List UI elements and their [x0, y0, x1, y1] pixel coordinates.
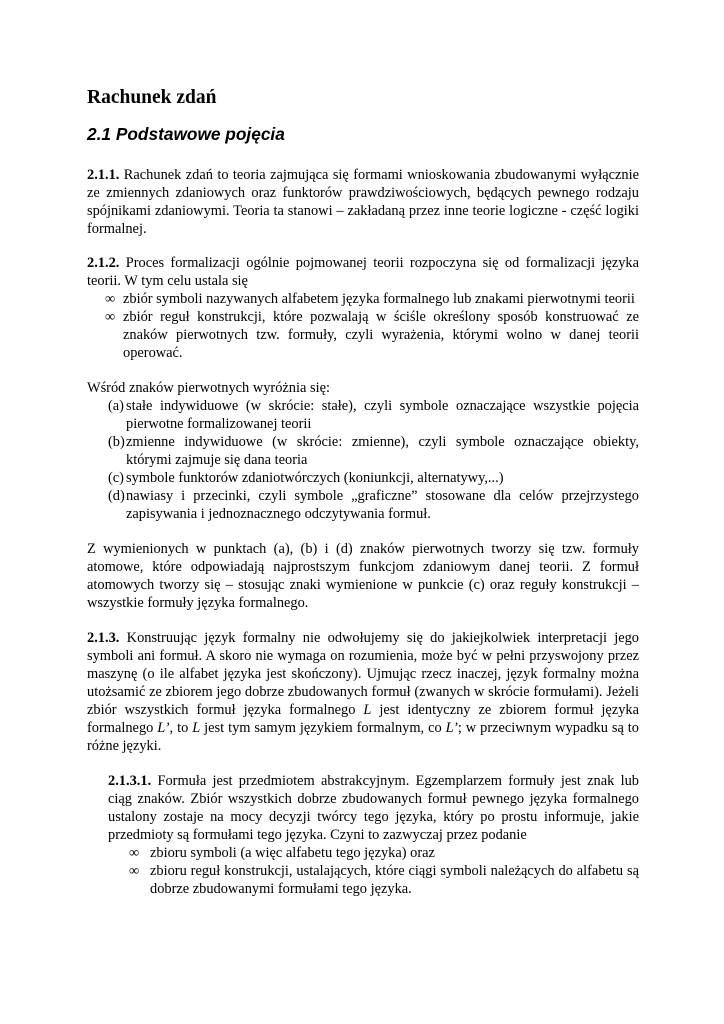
list-item-text: zbioru symboli (a więc alfabetu tego języka) oraz — [150, 845, 435, 861]
list-item — [87, 308, 639, 362]
paragraph-number: 2.1.1. — [87, 167, 120, 183]
list-item-text: zbiór symboli nazywanych alfabetem języka formalnego lub znakami pierwotnymi teorii — [123, 291, 635, 307]
list-item-text: stałe indywiduowe (w skrócie: stałe), czyli symbole oznaczające wszystkie pojęcia pierwotne formalizowanej teorii — [126, 398, 639, 432]
list-item — [87, 433, 639, 469]
list-item-text: zbiór reguł konstrukcji, które pozwalają w ściśle określony sposób konstruować ze znaków pierwotnych tzw. formuły, czyli wyrażenia, którymi wolno w danej teorii operować. — [123, 309, 639, 361]
math-symbol: L — [192, 720, 201, 736]
paragraph-2-1-2 — [87, 254, 639, 290]
list-marker: (c) — [108, 470, 124, 486]
list-marker: (d) — [108, 488, 125, 504]
paragraph-text: Konstruując język formalny nie odwołujemy się do jakiejkolwiek interpretacji jego symboli ani formuł. A skoro nie wymaga on rozumienia, może być w pełni przyswojony przez maszynę (o ile alfabet języka jest skończony). Ujmując rzecz inaczej, język formalny można utożsamić ze zbiorem jego dobrze zbudowanych formuł (zwanych w skrócie formułami). Jeżeli zbiór wszystkich formuł języka formalnego — [87, 630, 639, 718]
infinity-bullet-icon: ∞ — [129, 845, 140, 861]
paragraph-text: , to — [169, 720, 193, 736]
section-heading: 2.1 Podstawowe pojęcia — [87, 124, 285, 144]
document-content — [87, 86, 639, 898]
paragraph-number: 2.1.3. — [87, 630, 120, 646]
paragraph-2-1-3 — [87, 629, 639, 755]
list-item — [87, 844, 639, 862]
list-item — [87, 469, 639, 487]
math-symbol: L — [363, 702, 372, 718]
paragraph-text: jest identyczny ze zbiorem formuł języka formalnego — [87, 702, 639, 736]
paragraph-text: Rachunek zdań to teoria zajmująca się formami wnioskowania zbudowanymi wyłącznie ze zmiennych zdaniowych oraz funktorów prawdziwościowych, będących pewnego rodzaju spójnikami zdaniowymi. Teoria ta stanowi – zakładaną przez inne teorie logiczne - część logiki formalnej. — [87, 167, 639, 237]
formula-definition-list — [87, 844, 639, 898]
list-item-text: nawiasy i przecinki, czyli symbole „graficzne” stosowane dla celów przejrzystego zapisywania i jednoznacznego odczytywania formuł. — [126, 488, 639, 522]
math-symbol: L’ — [157, 720, 170, 736]
list-item — [87, 397, 639, 433]
paragraph-number: 2.1.3.1. — [108, 773, 152, 789]
list-item-text: symbole funktorów zdaniotwórczych (koniunkcji, alternatywy,...) — [126, 470, 504, 486]
paragraph-2-1-1 — [87, 166, 639, 238]
paragraph-primitive-signs: Wśród znaków pierwotnych wyróżnia się: — [87, 380, 330, 396]
paragraph-2-1-3-1 — [108, 772, 639, 844]
list-marker: (a) — [108, 398, 124, 414]
list-item-text: zmienne indywiduowe (w skrócie: zmienne), czyli symbole oznaczające obiekty, którymi zajmuje się dana teoria — [126, 434, 639, 468]
paragraph-text: Formuła jest przedmiotem abstrakcyjnym. Egzemplarzem formuły jest znak lub ciąg znaków. Zbiór wszystkich dobrze zbudowanych formuł pewnego języka formalnego ustalony zostaje na mocy decyzji twórcy tego języka, który po prostu informuje, jakie przedmioty są formułami tego języka. Czyni to zazwyczaj przez podanie — [108, 773, 639, 843]
infinity-bullet-icon: ∞ — [105, 291, 116, 307]
list-item — [87, 487, 639, 523]
paragraph-text: ; w przeciwnym wypadku są to różne języki. — [87, 720, 639, 754]
list-item-text: zbioru reguł konstrukcji, ustalających, które ciągi symboli należących do alfabetu są dobrze zbudowanymi formułami tego języka. — [150, 863, 639, 897]
paragraph-text: Proces formalizacji ogólnie pojmowanej teorii rozpoczyna się od formalizacji języka teorii. W tym celu ustala się — [87, 255, 639, 289]
paragraph-text: jest tym samym językiem formalnym, co — [200, 720, 446, 736]
primitive-signs-list — [87, 397, 639, 523]
infinity-bullet-icon: ∞ — [105, 309, 116, 325]
primitive-sets-list — [87, 290, 639, 362]
paragraph-number: 2.1.2. — [87, 255, 120, 271]
list-marker: (b) — [108, 434, 125, 450]
math-symbol: L’ — [445, 720, 458, 736]
list-item — [87, 862, 639, 898]
chapter-title: Rachunek zdań — [87, 87, 217, 108]
list-item — [87, 290, 639, 308]
infinity-bullet-icon: ∞ — [129, 863, 140, 879]
paragraph-atomic-formulas: Z wymienionych w punktach (a), (b) i (d) znaków pierwotnych tworzy się tzw. formuły atomowe, które odpowiadają najprostszym funkcjom zdaniowym danej teorii. Z formuł atomowych tworzy się – stosując znaki wymienione w punkcie (c) oraz reguły konstrukcji – wszystkie formuły języka formalnego. — [87, 541, 639, 611]
